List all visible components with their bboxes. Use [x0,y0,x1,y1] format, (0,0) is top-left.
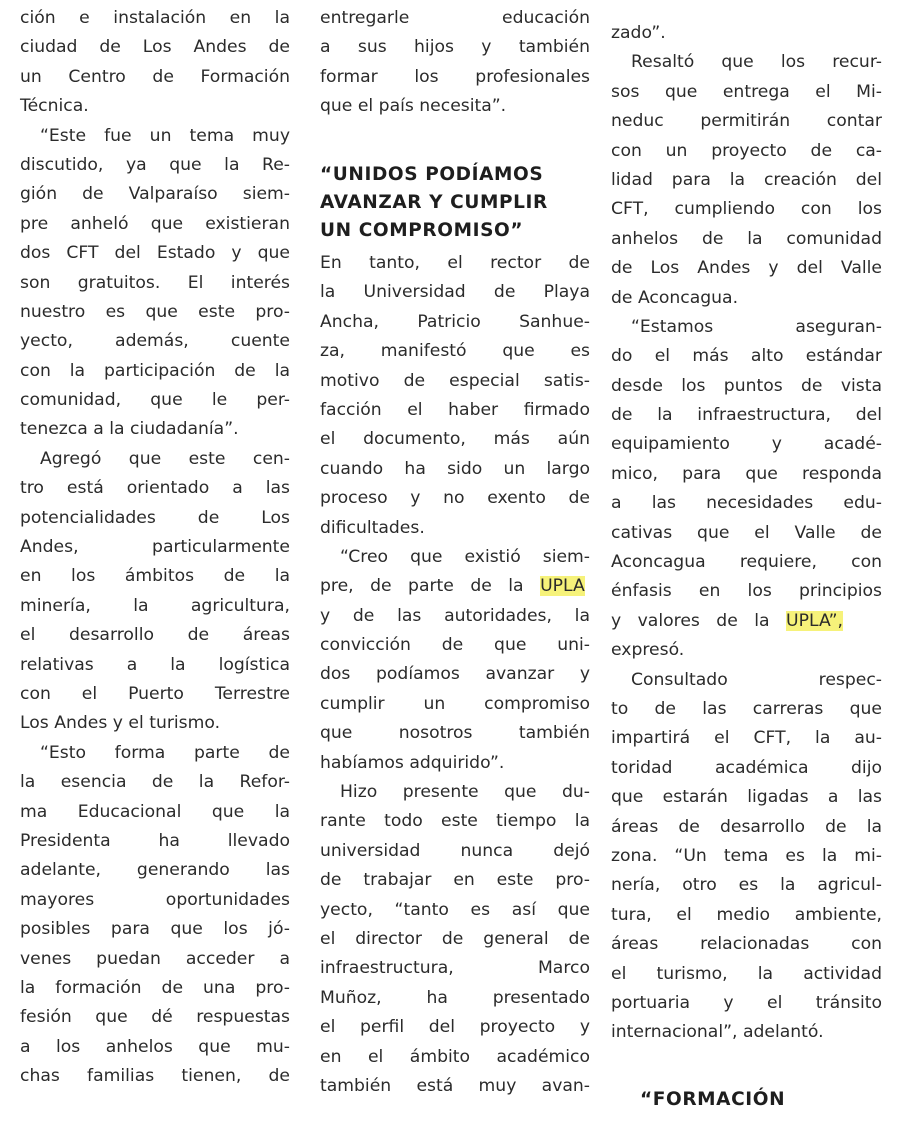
text-line [20,386,290,415]
text-line [611,842,882,871]
text-line [20,474,290,503]
text-line [20,327,290,356]
section-heading-unidos [320,161,592,245]
line-text: Técnica. [20,96,89,117]
line-text: también está muy avan- [320,1075,590,1096]
text-line [611,548,882,577]
line-text: equipamiento y acadé- [611,434,882,455]
text-line [20,827,290,856]
heading-line: UN COMPROMISO” [320,220,524,241]
text-line [20,1003,290,1032]
text-line [320,896,590,925]
line-text: “Esto forma parte de [40,742,290,763]
line-text: zado”. [611,23,666,43]
line-text: relativas a la logística [20,654,290,675]
text-line [320,1043,590,1072]
line-text: “Este fue un tema muy [40,125,290,146]
text-line [611,901,882,930]
line-text: Agregó que este cen- [40,448,290,469]
text-line [320,543,590,572]
heading-line: “UNIDOS PODÍAMOS [320,164,544,185]
line-text: cuando ha sido un largo [320,458,590,479]
text-line [320,63,590,92]
line-text: el perfil del proyecto y [320,1017,590,1038]
line-text: el desarrollo de áreas [20,625,290,646]
text-line [320,749,590,778]
article-column-2-top [320,4,590,122]
line-text: sos que entrega el Mi- [611,81,882,102]
line-text: nería, otro es la agricul- [611,875,882,896]
line-text: chas familias tienen, de [20,1066,290,1087]
text-line [611,372,882,401]
text-line [20,915,290,944]
text-line [611,107,882,136]
text-line [611,225,882,254]
text-line [611,401,882,430]
line-text: tura, el medio ambiente, [611,904,882,925]
text-line [320,602,590,631]
line-text: con la participación de la [20,360,290,381]
text-line [20,739,290,768]
line-text: impartirá el CFT, la au- [611,728,882,749]
text-line [20,533,290,562]
line-text: que estarán ligadas a las [611,787,882,808]
text-line [20,1062,290,1091]
text-line [320,572,590,601]
text-line [20,239,290,268]
line-text: habíamos adquirido”. [320,752,505,773]
line-text: potencialidades de Los [20,507,290,528]
text-line [611,724,882,753]
line-text: motivo de especial satis- [320,370,590,391]
text-line [20,4,290,33]
line-text: de trabajar en este pro- [320,870,590,891]
text-line [611,960,882,989]
line-text: en los ámbitos de la [20,566,290,587]
text-line [611,695,882,724]
line-text: rante todo este tiempo la [320,811,590,832]
highlighted-term: UPLA [540,576,585,597]
heading-line: AVANZAR Y CUMPLIR [320,192,548,213]
line-text: gión de Valparaíso siem- [20,184,290,205]
line-text: que el país necesita”. [320,96,507,117]
text-line [20,180,290,209]
line-text: entregarle educación [320,8,590,28]
text-line [320,984,590,1013]
line-text: el director de general de [320,928,590,949]
text-line [320,1013,590,1042]
text-line [320,278,590,307]
line-text: En tanto, el rector de [320,253,590,273]
text-line [611,19,882,48]
line-text: toridad académica dijo [611,757,882,778]
line-text: mico, para que responda [611,463,882,484]
text-line [611,284,882,313]
highlighted-term: UPLA”, [786,610,843,631]
line-text: son gratuitos. El interés [20,272,290,293]
line-text: ciudad de Los Andes de [20,37,290,58]
line-text: de Aconcagua. [611,287,739,308]
text-line [320,249,590,278]
line-text: adelante, generando las [20,860,290,881]
text-line [20,886,290,915]
line-text: anhelos de la comunidad [611,228,882,249]
text-line [611,577,882,606]
text-line [611,1018,882,1047]
line-text: y valores de la [611,610,787,631]
text-line [20,415,290,444]
line-text: “Estamos aseguran- [631,316,882,337]
article-column-3 [611,19,882,1048]
line-text: lidad para la creación del [611,169,882,190]
text-line [320,837,590,866]
text-line [611,636,882,665]
line-text: proceso y no exento de [320,488,590,509]
line-text: cativas que el Valle de [611,522,882,543]
text-line [611,930,882,959]
text-line [20,210,290,239]
line-text: Andes, particularmente [20,537,290,558]
text-line [611,813,882,842]
text-line [20,63,290,92]
line-text: de Los Andes y del Valle [611,258,882,279]
line-text: Resaltó que los recur- [631,52,882,73]
line-text: ción e instalación en la [20,8,290,28]
text-line [611,48,882,77]
line-text: tenezca a la ciudadanía”. [20,419,239,440]
text-line [20,33,290,62]
line-text: formar los profesionales [320,66,590,87]
line-text: un Centro de Formación [20,66,290,87]
text-line [611,195,882,224]
line-text: dificultades. [320,517,425,538]
line-text: de la infraestructura, del [611,405,882,426]
line-text: CFT, cumpliendo con los [611,199,882,220]
text-line [320,807,590,836]
text-line [20,357,290,386]
line-text: el documento, más aún [320,429,590,450]
text-line [611,519,882,548]
text-line [320,455,590,484]
line-text: za, manifestó que es [320,341,590,362]
text-line [20,974,290,1003]
line-text: minería, la agricultura, [20,595,290,616]
text-line [611,754,882,783]
text-line [320,1072,590,1101]
text-line [320,33,590,62]
text-line [320,778,590,807]
text-line [20,562,290,591]
line-text: zona. “Un tema es la mi- [611,845,882,866]
line-text: énfasis en los principios [611,581,882,602]
line-text: Hizo presente que du- [340,782,590,803]
line-text: expresó. [611,640,685,661]
line-text: yecto, “tanto es así que [320,899,590,920]
text-line [611,430,882,459]
text-line [20,768,290,797]
text-line [611,489,882,518]
line-text: dos CFT del Estado y que [20,243,290,264]
text-line [320,367,590,396]
line-text: cumplir un compromiso [320,693,590,714]
article-column-2 [320,249,590,1101]
text-line [20,298,290,327]
text-line [20,680,290,709]
line-text: mayores oportunidades [20,889,290,910]
line-text: facción el haber firmado [320,399,590,420]
line-text: universidad nunca dejó [320,840,590,861]
line-text: la Universidad de Playa [320,282,590,303]
text-line [20,151,290,180]
line-text: internacional”, adelantó. [611,1022,824,1043]
text-line [611,783,882,812]
line-text: áreas de desarrollo de la [611,816,882,837]
text-line [611,254,882,283]
line-text: que nosotros también [320,723,590,744]
line-text: convicción de que uni- [320,635,590,656]
line-text: Muñoz, ha presentado [320,987,590,1008]
text-line [320,954,590,983]
text-line [611,342,882,371]
text-line [611,137,882,166]
text-line [611,989,882,1018]
article-column-1 [20,4,290,1091]
text-line [320,4,590,33]
line-text: fesión que dé respuestas [20,1007,290,1028]
text-line [320,925,590,954]
line-text: to de las carreras que [611,698,882,719]
text-line [320,484,590,513]
line-text: a las necesidades edu- [611,493,882,514]
line-text: con un proyecto de ca- [611,140,882,161]
text-line [320,866,590,895]
line-text: dos podíamos avanzar y [320,664,590,685]
line-text: comunidad, que le per- [20,390,290,411]
text-line [320,514,590,543]
text-line [320,690,590,719]
text-line [320,396,590,425]
line-text: a sus hijos y también [320,37,590,58]
line-text: en el ámbito académico [320,1046,590,1067]
text-line [20,504,290,533]
line-text: Consultado respec- [631,669,882,690]
line-text: y de las autoridades, la [320,605,590,626]
line-text: desde los puntos de vista [611,375,882,396]
line-text: venes puedan acceder a [20,948,290,969]
text-line [611,607,882,636]
line-text: con el Puerto Terrestre [20,683,290,704]
text-line [20,92,290,121]
line-text: ma Educacional que la [20,801,290,822]
line-text: neduc permitirán contar [611,111,882,132]
text-line [611,166,882,195]
line-text: infraestructura, Marco [320,958,590,979]
text-line [20,651,290,680]
text-line [20,1033,290,1062]
line-text: tro está orientado a las [20,478,290,499]
line-text: Ancha, Patricio Sanhue- [320,311,590,332]
text-line [611,460,882,489]
line-text: nuestro es que este pro- [20,301,290,322]
line-text: Presidenta ha llevado [20,830,290,851]
line-text: discutido, ya que la Re- [20,154,290,175]
line-text: “Creo que existió siem- [340,546,590,567]
text-line [320,660,590,689]
line-text: el turismo, la actividad [611,963,882,984]
text-line [20,122,290,151]
line-text: pre, de parte de la [320,576,541,597]
text-line [20,798,290,827]
line-text: Los Andes y el turismo. [20,713,221,734]
text-line [320,719,590,748]
line-text: Aconcagua requiere, con [611,552,882,573]
line-text: la esencia de la Refor- [20,772,290,793]
line-text: la formación de una pro- [20,977,290,998]
text-line [20,269,290,298]
text-line [320,308,590,337]
line-text: posibles para que los jó- [20,919,290,940]
text-line [320,631,590,660]
line-text: portuaria y el tránsito [611,992,882,1013]
text-line [611,313,882,342]
line-text: a los anhelos que mu- [20,1036,290,1057]
text-line [611,666,882,695]
text-line [320,337,590,366]
text-line [611,871,882,900]
line-text: yecto, además, cuente [20,331,290,352]
line-text: do el más alto estándar [611,346,882,367]
text-line [20,856,290,885]
text-line [20,621,290,650]
line-text: áreas relacionadas con [611,934,882,955]
text-line [20,945,290,974]
text-line [611,78,882,107]
text-line [320,92,590,121]
text-line [20,709,290,738]
text-line [20,445,290,474]
line-text: pre anheló que existieran [20,213,290,234]
text-line [320,425,590,454]
section-heading-formacion: “FORMACIÓN [640,1089,786,1110]
text-line [20,592,290,621]
